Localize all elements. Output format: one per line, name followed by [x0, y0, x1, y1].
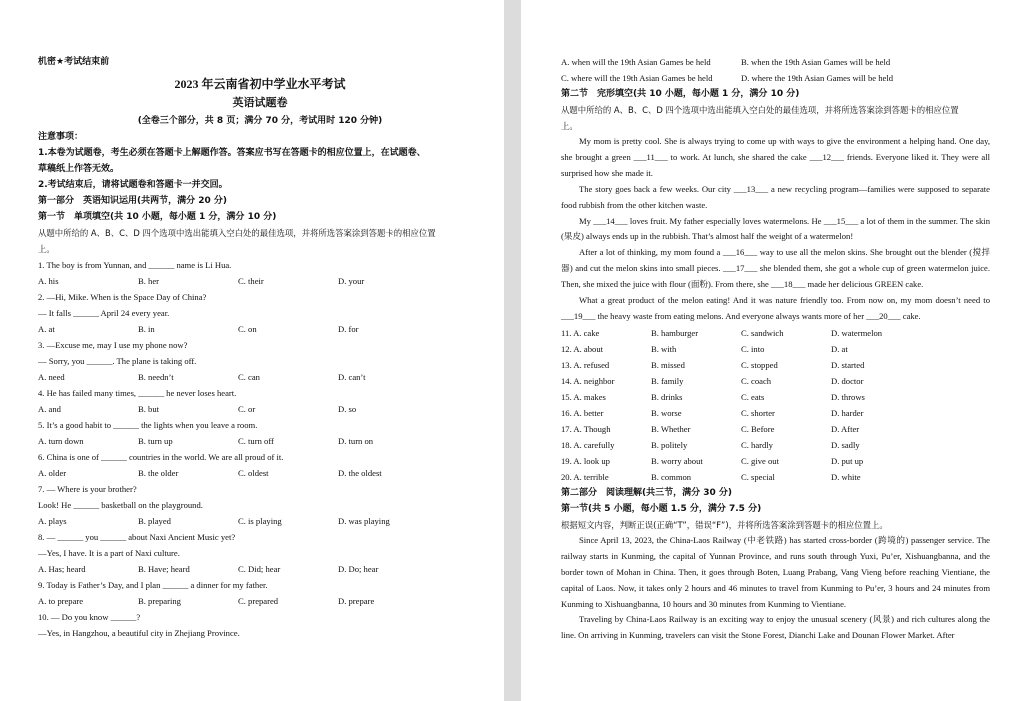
question-8-option: B. Have; heard: [138, 564, 190, 574]
question-5-line: 5. It’s a good habit to ______ the lights when you leave a room.: [38, 420, 258, 430]
left-page: [0, 0, 504, 701]
cloze-item-18: [561, 437, 990, 453]
cloze-option: D. After: [831, 423, 860, 434]
question-1-option: C. their: [238, 276, 264, 286]
question-8-line: —Yes, I have. It is a part of Naxi culture.: [38, 548, 180, 558]
cloze-option: D. harder: [831, 407, 864, 418]
cloze-option: B. Whether: [651, 423, 691, 434]
confidential-label: 机密★考试结束前: [38, 57, 110, 67]
cloze-item-13: [561, 357, 990, 373]
cloze-option: D. doctor: [831, 375, 864, 386]
cloze-option: C. into: [741, 343, 765, 354]
question-3-option: A. need: [38, 372, 65, 382]
cloze-option: D. throws: [831, 391, 865, 402]
question-4-option: D. so: [338, 404, 357, 414]
cloze-option: B. hamburger: [651, 327, 699, 338]
exam-subtitle: 英语试题卷: [232, 97, 288, 109]
note-1a: 1.本卷为试题卷，考生必须在答题卡上解题作答。答案应书写在答题卡的相应位置上，在试题卷、: [38, 148, 426, 158]
cloze-option: C. stopped: [741, 359, 778, 370]
exam-structure: (全卷三个部分，共 8 页；满分 70 分，考试用时 120 分钟): [137, 116, 383, 126]
question-8-line: 8. — ______ you ______ about Naxi Ancient Music yet?: [38, 532, 236, 542]
q10-option-b: B. when the 19th Asian Games will be held: [741, 57, 891, 67]
cloze-option: C. shorter: [741, 407, 775, 418]
page-gap: [504, 0, 521, 701]
cloze-paragraph-5: What a great product of the melon eating! And it was nature friendly too. From now on, my mom doesn’t need to ___19___ the heavy waste from eating melons. And everyone always wants more of her ___20___ cake.: [561, 295, 990, 321]
reading-paragraph-2: Traveling by China-Laos Railway is an exciting way to enjoy the unusual scenery (风景) and rich cultures along the line. On arriving in Kunming, travelers can visit the Stone Forest, Dianchi Lake and Dounan Flower Market. After: [561, 614, 990, 641]
cloze-option: B. family: [651, 375, 684, 386]
question-8-option: A. Has; heard: [38, 564, 86, 574]
question-7-option: C. is playing: [238, 516, 282, 526]
cloze-option: 13. A. refused: [561, 359, 610, 370]
left-column: [38, 54, 482, 641]
cloze-option: 12. A. about: [561, 343, 604, 354]
question-9-line: 9. Today is Father’s Day, and I plan ______ a dinner for my father.: [38, 580, 268, 590]
right-page: [521, 0, 1024, 701]
question-4-line: 4. He has failed many times, ______ he never loses heart.: [38, 388, 237, 398]
q10-option-d: D. where the 19th Asian Games will be held: [741, 73, 894, 83]
cloze-option: C. eats: [741, 391, 765, 402]
cloze-option: 15. A. makes: [561, 391, 606, 402]
cloze-option: C. sandwich: [741, 327, 784, 338]
question-9-option: C. prepared: [238, 596, 279, 606]
question-4-options: [38, 401, 482, 417]
question-7-line: 7. — Where is your brother?: [38, 484, 137, 494]
q10-options: [561, 54, 990, 86]
question-3-line: — Sorry, you ______. The plane is taking off.: [38, 356, 197, 366]
question-2-line: 2. —Hi, Mike. When is the Space Day of China?: [38, 292, 207, 302]
question-2-option: D. for: [338, 324, 359, 334]
right-column: [561, 54, 990, 644]
section-1-instruction-end: 上。: [38, 244, 55, 254]
section-2-instruction: 从题中所给的 A、B、C、D 四个选项中选出能填入空白处的最佳选项，并将所选答案涂到答题卡的相应位置: [561, 105, 959, 115]
question-1-options: [38, 273, 482, 289]
question-1-line: 1. The boy is from Yunnan, and ______ name is Li Hua.: [38, 260, 232, 270]
cloze-option: B. politely: [651, 439, 688, 450]
question-1-option: D. your: [338, 276, 365, 286]
question-9-options: [38, 593, 482, 609]
cloze-item-16: [561, 405, 990, 421]
question-5-option: B. turn up: [138, 436, 173, 446]
cloze-item-20: [561, 469, 990, 485]
cloze-item-14: [561, 373, 990, 389]
cloze-option: 17. A. Though: [561, 423, 611, 434]
cloze-item-17: [561, 421, 990, 437]
question-5-option: C. turn off: [238, 436, 274, 446]
notes-heading: 注意事项：: [38, 132, 84, 142]
cloze-paragraph-3: My ___14___ loves fruit. My father especially loves watermelons. He ___15___ a lot of them in the summer. The skin (果皮) always ends up in the rubbish. That’s almost half the weight of a watermelon!: [561, 215, 990, 242]
part-1-heading: 第一部分 英语知识运用(共两节，满分 20 分): [38, 196, 228, 206]
question-3-option: D. can’t: [338, 372, 366, 382]
note-1b: 草稿纸上作答无效。: [38, 164, 120, 174]
question-6-option: B. the older: [138, 468, 179, 478]
cloze-option: 18. A. carefully: [561, 439, 615, 450]
cloze-option: C. Before: [741, 423, 775, 434]
question-2-option: B. in: [138, 324, 155, 334]
question-5-option: D. turn on: [338, 436, 374, 446]
question-8-option: D. Do; hear: [338, 564, 379, 574]
question-8-option: C. Did; hear: [238, 564, 281, 574]
cloze-option: C. special: [741, 471, 775, 482]
section-3-heading: 第一节(共 5 小题，每小题 1.5 分，满分 7.5 分): [561, 503, 762, 514]
cloze-item-11: [561, 325, 990, 341]
question-10-line: 10. — Do you know ______?: [38, 612, 141, 622]
cloze-option: D. started: [831, 359, 865, 370]
question-6-line: 6. China is one of ______ countries in the world. We are all proud of it.: [38, 452, 284, 462]
question-7-options: [38, 513, 482, 529]
cloze-option: B. common: [651, 471, 692, 482]
section-1-heading: 第一节 单项填空(共 10 小题，每小题 1 分，满分 10 分): [38, 212, 277, 222]
section-2-instruction-end: 上。: [561, 121, 578, 131]
cloze-option: 20. A. terrible: [561, 471, 609, 482]
section-3-instruction: 根据短文内容，判断正误(正确“T”，错误“F”)，并将所选答案涂到答题卡的相应位置上。: [561, 519, 888, 530]
question-9-option: B. preparing: [138, 596, 181, 606]
q10-option-c: C. where will the 19th Asian Games be held: [561, 73, 713, 83]
question-6-options: [38, 465, 482, 481]
question-3-options: [38, 369, 482, 385]
cloze-paragraph-2: The story goes back a few weeks. Our city ___13___ a new recycling program—families were supposed to separate food rubbish from the other kitchen waste.: [561, 183, 990, 210]
question-1-option: A. his: [38, 276, 59, 286]
question-4-option: A. and: [38, 404, 61, 414]
question-5-option: A. turn down: [38, 436, 84, 446]
cloze-options: [561, 325, 990, 485]
cloze-paragraph-4: After a lot of thinking, my mom found a ___16___ way to use all the melon skins. She brought out the blender (搅拌器) and cut the melon skins into small pieces. ___17___ she blended them, she got a whole cup of green watermelon juice. Then, she mixed the juice with flour (面粉). From there, she ___18___ made her delicious GREEN cake.: [561, 247, 990, 290]
reading-paragraph-1: Since April 13, 2023, the China-Laos Railway (中老铁路) has started cross-border (跨境的) passenger service. The railway starts in Kunming, the capital of Yunnan Province, and runs south through Yuxi, Pu’er, Xishuangbanna, and the border town of Mohan in China. Then, it goes through Boten, Luang Prabang, Vang Vieng before reaching Vientiane, the capital of Laos. Now, it takes only 2 hours and 46 minutes to travel from Kunming to Pu’er, 3 hours and 24 minutes from Kunming to Xishuangbanna, 10 hours and 30 minutes from Kunming to Vientiane.: [561, 534, 990, 609]
question-7-option: B. played: [138, 516, 171, 526]
cloze-option: C. hardly: [741, 439, 773, 450]
cloze-item-19: [561, 453, 990, 469]
question-6-option: A. older: [38, 468, 67, 478]
cloze-option: B. drinks: [651, 391, 683, 402]
part-2-heading: 第二部分 阅读理解(共三节，满分 30 分): [561, 487, 733, 498]
question-3-option: B. needn’t: [138, 372, 174, 382]
question-6-option: D. the oldest: [338, 468, 382, 478]
question-3-line: 3. —Excuse me, may I use my phone now?: [38, 340, 188, 350]
cloze-option: 19. A. look up: [561, 455, 610, 466]
question-3-option: C. can: [238, 372, 260, 382]
cloze-option: D. sadly: [831, 439, 860, 450]
cloze-option: B. worse: [651, 407, 682, 418]
question-2-options: [38, 321, 482, 337]
section-1-instruction: 从题中所给的 A、B、C、D 四个选项中选出能填入空白处的最佳选项，并将所选答案涂到答题卡的相应位置: [38, 228, 436, 238]
question-4-option: B. but: [138, 404, 160, 414]
question-8-options: [38, 561, 482, 577]
cloze-option: B. worry about: [651, 455, 703, 466]
question-10-line: —Yes, in Hangzhou, a beautiful city in Zhejiang Province.: [38, 628, 240, 638]
question-9-option: A. to prepare: [38, 596, 84, 606]
cloze-option: 14. A. neighbor: [561, 375, 615, 386]
exam-title: 2023 年云南省初中学业水平考试: [174, 77, 346, 91]
question-6-option: C. oldest: [238, 468, 269, 478]
question-1-option: B. her: [138, 276, 160, 286]
question-4-option: C. or: [238, 404, 256, 414]
section-2-heading: 第二节 完形填空(共 10 小题，每小题 1 分，满分 10 分): [561, 89, 800, 99]
cloze-option: C. coach: [741, 375, 772, 386]
cloze-option: B. with: [651, 343, 677, 354]
question-7-option: D. was playing: [338, 516, 390, 526]
note-2: 2.考试结束后，请将试题卷和答题卡一并交回。: [38, 180, 228, 190]
cloze-option: D. put up: [831, 455, 864, 466]
question-2-option: C. on: [238, 324, 257, 334]
cloze-option: 11. A. cake: [561, 327, 600, 338]
cloze-paragraph-1: My mom is pretty cool. She is always trying to come up with ways to give the environment a helping hand. One day, she brought a green ___11___ to work. At lunch, she shared the cake ___12___ friends. Everyone liked it. They were all surprised how she made it.: [561, 136, 990, 178]
cloze-option: 16. A. better: [561, 407, 604, 418]
cloze-item-15: [561, 389, 990, 405]
cloze-option: D. white: [831, 471, 861, 482]
question-2-option: A. at: [38, 324, 55, 334]
cloze-option: B. missed: [651, 359, 685, 370]
question-7-line: Look! He ______ basketball on the playground.: [38, 500, 203, 510]
question-7-option: A. plays: [38, 516, 67, 526]
cloze-option: D. watermelon: [831, 327, 883, 338]
q10-option-a: A. when will the 19th Asian Games be held: [561, 57, 711, 67]
question-9-option: D. prepare: [338, 596, 375, 606]
question-5-options: [38, 433, 482, 449]
question-2-line: — It falls ______ April 24 every year.: [38, 308, 170, 318]
cloze-item-12: [561, 341, 990, 357]
cloze-option: D. at: [831, 343, 848, 354]
single-choice-questions: [38, 257, 482, 641]
cloze-option: C. give out: [741, 455, 779, 466]
